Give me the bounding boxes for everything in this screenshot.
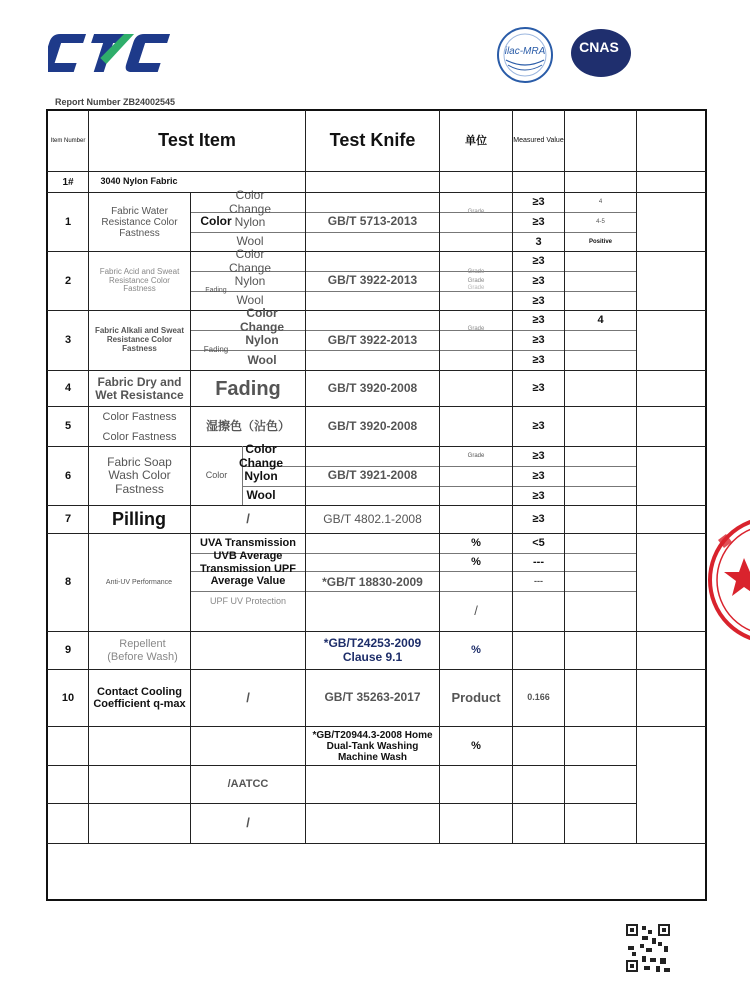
row-7-value-1: ≥3 [532, 513, 545, 526]
row-5-item-b: Color Fastness [102, 430, 177, 443]
row-8-sub-b: UVB Average Transmission UPF [200, 550, 296, 575]
row-5-number: 5 [64, 420, 72, 433]
row-4-value-1: ≥3 [532, 382, 545, 395]
row-2-sub-c: Wool [236, 293, 264, 308]
row-3-sub-b: Nylon [245, 332, 279, 347]
row-1-value-1: ≥3 [532, 196, 545, 209]
row-3-sub-c: Wool [247, 352, 277, 367]
row-3-value-3: ≥3 [532, 354, 545, 367]
row-1-extra-3: Positive [588, 238, 612, 245]
row-5-item-a: Color Fastness [102, 410, 177, 423]
header-test-item: Test Item [158, 130, 236, 151]
row-2-item: Fabric Acid and Sweat Resistance Color Fastness [99, 266, 180, 294]
row-7-item: Pilling [112, 508, 166, 529]
row-8-value-3: --- [534, 575, 543, 586]
row-4-sub: Fading [215, 377, 281, 400]
row-9-item: Repellent (Before Wash) [107, 638, 178, 663]
row-6-sub-b: Nylon [244, 468, 278, 483]
row-2-value-2: ≥3 [532, 275, 545, 288]
row-2-value-1: ≥3 [532, 255, 545, 268]
cnas-label: CNAS [579, 39, 619, 55]
row-8-value-2: --- [533, 556, 544, 569]
row-10-item: Contact Cooling Coefficient q-max [93, 685, 186, 710]
row-1-sub-c: Wool [236, 234, 264, 249]
row-2-unit-1: Grade [467, 268, 485, 275]
row-1-value-3: 3 [535, 235, 542, 248]
row-2-sub-side: Fading [205, 287, 227, 295]
row-6-unit: Grade [467, 453, 485, 460]
header-item-number: Item Number [50, 137, 86, 144]
row-1-method: GB/T 5713-2013 [327, 214, 418, 229]
row-1-number: 1 [64, 215, 72, 228]
row-2-sub-b: Nylon [234, 273, 266, 288]
row-10-sub: / [246, 689, 250, 705]
row-2-method: GB/T 3922-2013 [327, 273, 418, 288]
row-10-unit: Product [451, 689, 501, 705]
row-5-method: GB/T 3920-2008 [327, 418, 418, 433]
row-6-method: GB/T 3921-2008 [327, 468, 418, 483]
row-1-unit: Grade [467, 209, 485, 216]
ctc-logo [48, 28, 183, 78]
row-6-value-3: ≥3 [532, 489, 545, 502]
official-seal [704, 510, 750, 650]
row-1-extra-2: 4-5 [596, 219, 605, 226]
row-9-unit: % [471, 644, 481, 657]
row-1-value-2: ≥3 [532, 216, 545, 229]
ilac-label: ilac-MRA [504, 46, 546, 57]
qr-code [624, 922, 672, 974]
row-8-item: Anti-UV Performance [105, 578, 173, 586]
row-5-sub: 湿擦色（沾色） [205, 418, 290, 433]
row-11-method: *GB/T20944.3-2008 Home Dual-Tank Washing Machine Wash [312, 729, 433, 763]
row-3-extra-1: 4 [597, 314, 604, 327]
sample-name: 3040 Nylon Fabric [100, 176, 178, 187]
row-3-item: Fabric Alkali and Sweat Resistance Color Fastness [94, 326, 185, 353]
row-11-unit: % [471, 739, 481, 752]
row-6-value-1: ≥3 [532, 450, 545, 463]
row-8-sub-a: UVA Transmission [200, 537, 296, 550]
row-3-value-1: ≥3 [532, 314, 545, 327]
row-6-sub-c: Wool [246, 488, 276, 503]
row-7-sub: / [246, 511, 250, 527]
header-unit: 单位 [465, 134, 487, 147]
row-6-number: 6 [64, 469, 72, 482]
row-1-item: Fabric Water Resistance Color Fastness [101, 205, 178, 239]
row-7-number: 7 [64, 513, 72, 526]
row-2-unit-3: Grade [467, 285, 485, 292]
row-10-method: GB/T 35263-2017 [324, 690, 421, 705]
row-8-sub-c: Average Value [210, 575, 286, 588]
row-9-number: 9 [64, 644, 72, 657]
row-8-method: *GB/T 18830-2009 [322, 574, 423, 589]
row-10-number: 10 [61, 691, 75, 704]
row-3-number: 3 [64, 334, 72, 347]
ilac-mra-logo [496, 26, 554, 84]
row-8-unit-2: % [471, 556, 481, 569]
row-4-number: 4 [64, 382, 72, 395]
row-8-number: 8 [64, 576, 72, 589]
row-3-method: GB/T 3922-2013 [327, 332, 418, 347]
row-12-sub: /AATCC [227, 778, 269, 791]
row-1-sub-side: Color [200, 214, 232, 229]
row-2-unit-2: Grade [467, 277, 485, 284]
row-13-sub: / [246, 815, 250, 831]
row-6-sub-side: Color [205, 470, 228, 481]
header-measured-value: Measured Value [513, 137, 564, 145]
row-1-sub-b: Nylon [234, 214, 266, 229]
row-2-number: 2 [64, 274, 72, 287]
row-8-value-1: <5 [532, 537, 545, 550]
row-5-value-1: ≥3 [532, 420, 545, 433]
row-2-value-3: ≥3 [532, 294, 545, 307]
cnas-logo [570, 28, 632, 78]
row-3-unit: Grade [467, 325, 485, 332]
row-8-unit-1: % [471, 537, 481, 550]
row-2-sub-a: Color Change [228, 247, 272, 275]
row-9-method: *GB/T24253-2009 Clause 9.1 [323, 636, 422, 664]
report-number: Report Number ZB24002545 [55, 97, 176, 107]
row-1-sub-a: Color Change [228, 188, 272, 216]
row-10-value-1: 0.166 [527, 692, 550, 703]
row-8-unit-4: / [474, 603, 478, 619]
header-test-knife: Test Knife [329, 130, 416, 151]
row-6-sub-a: Color Change [238, 442, 283, 470]
row-7-method: GB/T 4802.1-2008 [323, 511, 422, 526]
row-3-value-2: ≥3 [532, 334, 545, 347]
row-3-sub-a: Color Change [239, 306, 284, 334]
row-6-value-2: ≥3 [532, 470, 545, 483]
row-3-sub-side: Fading [203, 345, 229, 355]
row-8-sub-d: UPF UV Protection [209, 596, 287, 607]
row-1-extra-1: 4 [598, 199, 603, 206]
sample-number: 1# [62, 176, 74, 188]
row-4-method: GB/T 3920-2008 [327, 380, 418, 395]
row-4-item: Fabric Dry and Wet Resistance [95, 374, 184, 402]
row-6-item: Fabric Soap Wash Color Fastness [107, 455, 172, 496]
